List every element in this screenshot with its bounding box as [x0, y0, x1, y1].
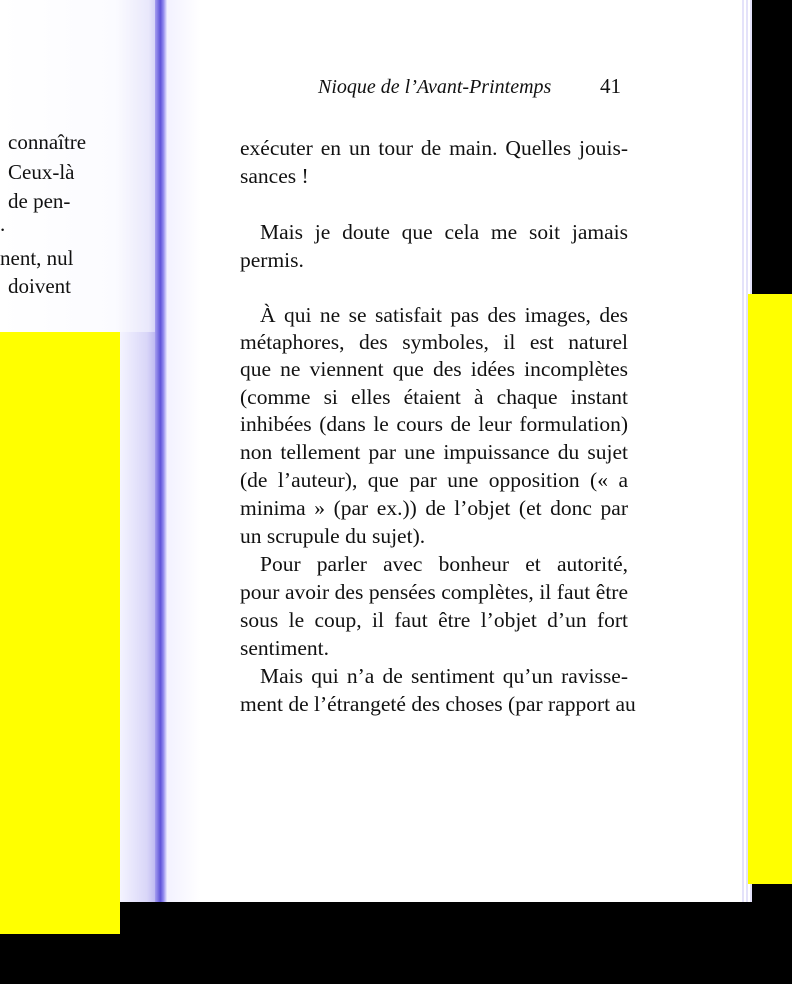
text-line: exécuter en un tour de main. Quelles jouis- — [240, 136, 628, 160]
text-line: sentiment. — [240, 636, 329, 660]
text-line: métaphores, des symboles, il est naturel — [240, 330, 628, 354]
yellow-scan-region-right — [748, 294, 792, 884]
text-line: Mais je doute que cela me soit jamais — [260, 220, 628, 244]
text-line: un scrupule du sujet). — [240, 524, 426, 548]
book-gutter — [155, 0, 167, 902]
text-line: permis. — [240, 248, 304, 272]
yellow-scan-region-left — [0, 332, 120, 934]
text-line: Pour parler avec bonheur et autorité, — [260, 552, 628, 576]
text-line: (comme si elles étaient à chaque instant — [240, 385, 628, 409]
text-line: inhibées (dans le cours de leur formulation) — [240, 412, 628, 436]
text-line: pour avoir des pensées complètes, il faut être — [240, 580, 628, 604]
scanner-bed — [120, 902, 792, 984]
text-line: À qui ne se satisfait pas des images, des — [260, 303, 628, 327]
left-line-2: Ceux-là — [8, 160, 75, 184]
running-head: Nioque de l’Avant-Printemps — [318, 76, 552, 98]
left-line-4: . — [0, 212, 6, 236]
text-line: ment de l’étrangeté des choses (par rapport au — [240, 692, 636, 716]
text-line: non tellement par une impuissance du sujet — [240, 440, 628, 464]
left-line-5: nent, nul — [0, 246, 74, 270]
left-line-1: connaître — [8, 130, 87, 154]
text-line: sances ! — [240, 164, 309, 188]
page-number: 41 — [600, 74, 621, 98]
left-line-6: doivent — [8, 274, 71, 298]
text-line: sous le coup, il faut être l’objet d’un fort — [240, 608, 628, 632]
left-page — [0, 0, 165, 332]
text-line: (de l’auteur), que par une opposition (« a — [240, 468, 628, 492]
left-line-3: de pen- — [8, 189, 71, 213]
text-line: minima » (par ex.)) de l’objet (et donc par — [240, 496, 628, 520]
text-line: Mais qui n’a de sentiment qu’un ravisse- — [260, 664, 628, 688]
text-line: que ne viennent que des idées incomplètes — [240, 357, 628, 381]
